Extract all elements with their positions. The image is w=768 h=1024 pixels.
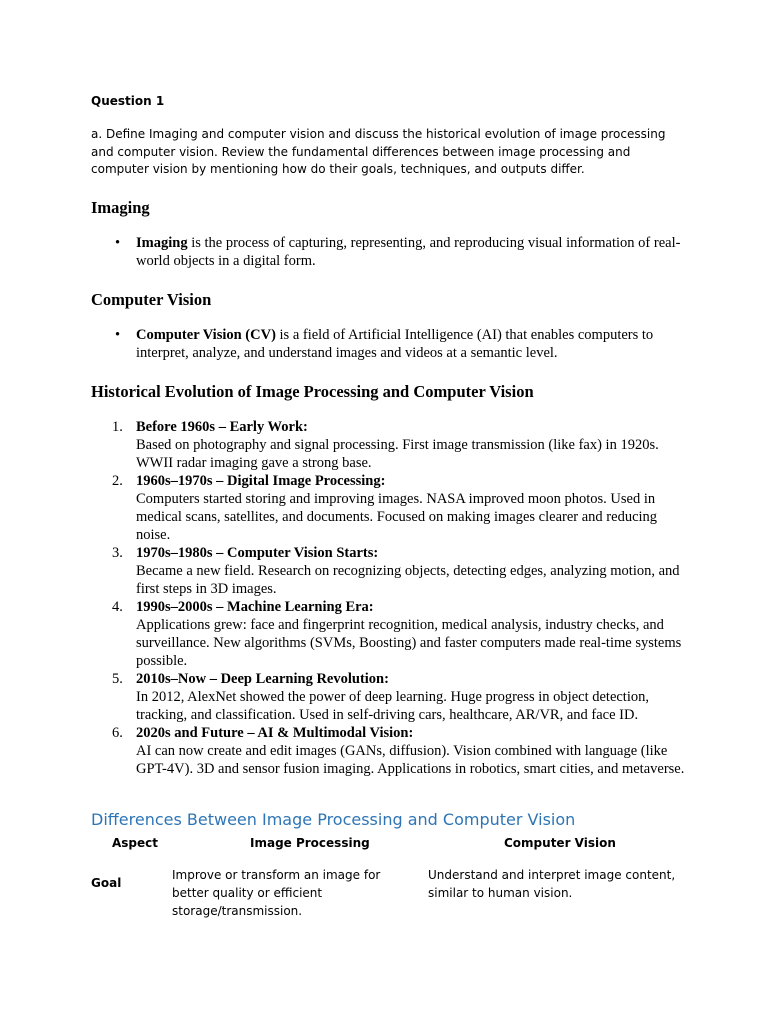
history-item-number: 1. <box>112 419 123 435</box>
history-item <box>91 544 691 598</box>
history-item-number: 6. <box>112 725 123 741</box>
history-item-number: 3. <box>112 545 123 561</box>
history-item-text: AI can now create and edit images (GANs, diffusion). Vision combined with language (like GPT-4V). 3D and sensor fusion imaging. Applications in robotics, smart cities, and metaverse. <box>136 743 685 777</box>
history-item-title: 2010s–Now – Deep Learning Revolution: <box>136 671 389 687</box>
table-cell-computer-vision: Understand and interpret image content, similar to human vision. <box>428 868 676 900</box>
history-item-number: 2. <box>112 473 123 489</box>
history-item <box>91 670 691 724</box>
imaging-definition: is the process of capturing, representing, and reproducing visual information of real-world objects in a digital form. <box>136 235 681 269</box>
history-item <box>91 598 691 670</box>
history-item <box>91 724 691 778</box>
computer-vision-term: Computer Vision (CV) <box>136 327 276 343</box>
history-item-text: Applications grew: face and fingerprint recognition, medical analysis, industry checks, and surveillance. New algorithms (SVMs, Boosting) and faster computers made real-time systems possible. <box>136 617 682 669</box>
table-cell-aspect: Goal <box>91 876 122 890</box>
imaging-bullet <box>136 234 696 270</box>
history-item-title: 1960s–1970s – Digital Image Processing: <box>136 473 386 489</box>
computer-vision-definition: is a field of Artificial Intelligence (AI) that enables computers to interpret, analyze, and understand images and videos at a semantic level. <box>136 327 654 361</box>
history-item-title: 1990s–2000s – Machine Learning Era: <box>136 599 374 615</box>
history-heading: Historical Evolution of Image Processing and Computer Vision <box>91 382 534 401</box>
history-item <box>91 472 691 544</box>
question-title: Question 1 <box>91 94 165 108</box>
table-header-aspect: Aspect <box>112 836 159 850</box>
history-item-title: 1970s–1980s – Computer Vision Starts: <box>136 545 379 561</box>
computer-vision-bullet <box>136 326 696 362</box>
history-item-text: In 2012, AlexNet showed the power of deep learning. Huge progress in object detection, tracking, and classification. Used in self-driving cars, healthcare, AR/VR, and face ID. <box>136 689 649 723</box>
table-header-computer-vision: Computer Vision <box>504 836 616 850</box>
imaging-heading: Imaging <box>91 198 150 217</box>
question-text: a. Define Imaging and computer vision and discuss the historical evolution of image processing and computer vision. Review the fundamental differences between image processing and computer vision by mentioning how do their goals, techniques, and outputs differ. <box>91 127 666 176</box>
history-item <box>91 418 691 472</box>
table-cell-image-processing: Improve or transform an image for better quality or efficient storage/transmission. <box>172 868 381 918</box>
differences-heading: Differences Between Image Processing and Computer Vision <box>91 810 576 829</box>
history-item-number: 4. <box>112 599 123 615</box>
table-header-image-processing: Image Processing <box>250 836 370 850</box>
history-item-number: 5. <box>112 671 123 687</box>
history-item-text: Based on photography and signal processing. First image transmission (like fax) in 1920s. WWII radar imaging gave a strong base. <box>136 437 659 471</box>
history-item-title: Before 1960s – Early Work: <box>136 419 308 435</box>
computer-vision-heading: Computer Vision <box>91 290 212 309</box>
history-list <box>91 418 691 778</box>
history-item-title: 2020s and Future – AI & Multimodal Vision: <box>136 725 414 741</box>
history-item-text: Computers started storing and improving images. NASA improved moon photos. Used in medical scans, satellites, and documents. Focused on making images clearer and reducing noise. <box>136 491 658 543</box>
imaging-term: Imaging <box>136 235 188 251</box>
history-item-text: Became a new field. Research on recognizing objects, detecting edges, analyzing motion, and first steps in 3D images. <box>136 563 680 597</box>
